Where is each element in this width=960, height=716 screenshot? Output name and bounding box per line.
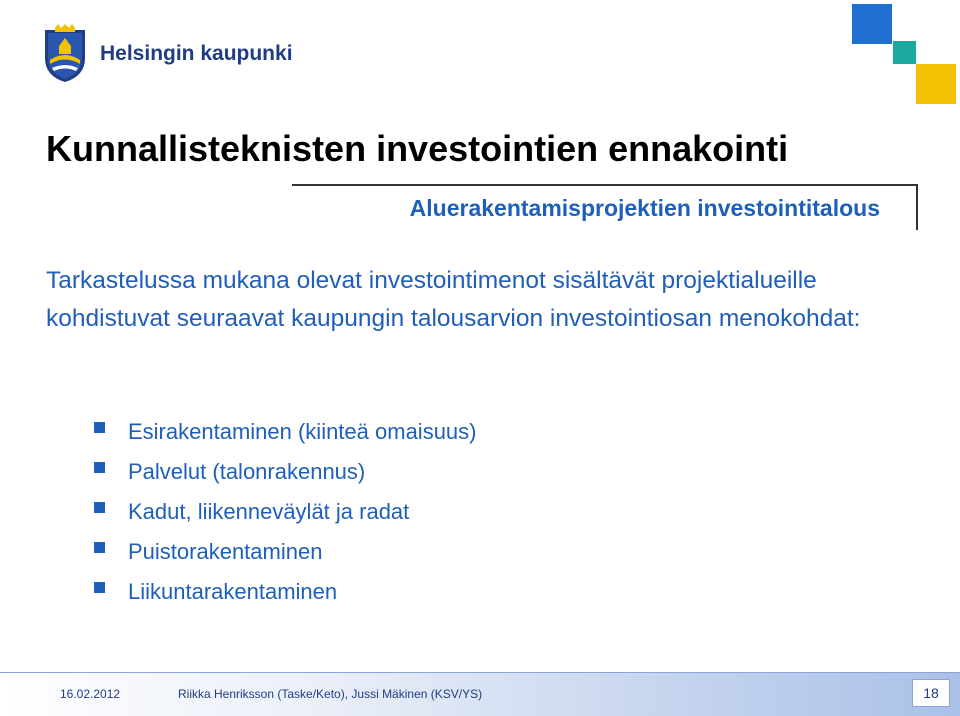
square-bullet-icon xyxy=(94,502,105,513)
decor-square-blue xyxy=(852,4,892,44)
bullet-text: Liikuntarakentaminen xyxy=(128,579,338,604)
intro-paragraph: Tarkastelussa mukana olevat investointimenot sisältävät projektialueille kohdistuvat seuraavat kaupungin talousarvion investointiosan menokohdat: xyxy=(46,267,861,332)
decor-square-teal xyxy=(893,41,916,64)
list-item xyxy=(94,492,477,532)
bullet-text: Palvelut (talonrakennus) xyxy=(128,459,366,484)
list-item xyxy=(94,572,477,612)
list-item xyxy=(94,532,477,572)
bullet-text: Kadut, liikenneväylät ja radat xyxy=(128,499,410,524)
footer-authors: Riikka Henriksson (Taske/Keto), Jussi Mäkinen (KSV/YS) xyxy=(178,687,483,701)
list-item xyxy=(94,452,477,492)
square-bullet-icon xyxy=(94,462,105,473)
page-number: 18 xyxy=(912,679,950,707)
bullet-list xyxy=(94,412,477,612)
slide-subtitle: Aluerakentamisprojektien investointitalous xyxy=(409,195,880,221)
city-logo xyxy=(42,24,293,84)
square-bullet-icon xyxy=(94,542,105,553)
logo-text: Helsingin kaupunki xyxy=(100,42,293,65)
helsinki-crest-icon xyxy=(42,24,88,84)
slide-title: Kunnallisteknisten investointien ennakointi xyxy=(46,128,789,169)
subtitle-rule-right xyxy=(916,184,918,230)
bullet-text: Puistorakentaminen xyxy=(128,539,323,564)
bullet-text: Esirakentaminen (kiinteä omaisuus) xyxy=(128,419,477,444)
slide-footer xyxy=(0,672,960,716)
footer-date: 16.02.2012 xyxy=(60,687,121,701)
list-item xyxy=(94,412,477,452)
square-bullet-icon xyxy=(94,422,105,433)
footer-divider xyxy=(0,672,960,673)
decor-square-yellow xyxy=(916,64,956,104)
subtitle-rule xyxy=(292,184,918,186)
square-bullet-icon xyxy=(94,582,105,593)
